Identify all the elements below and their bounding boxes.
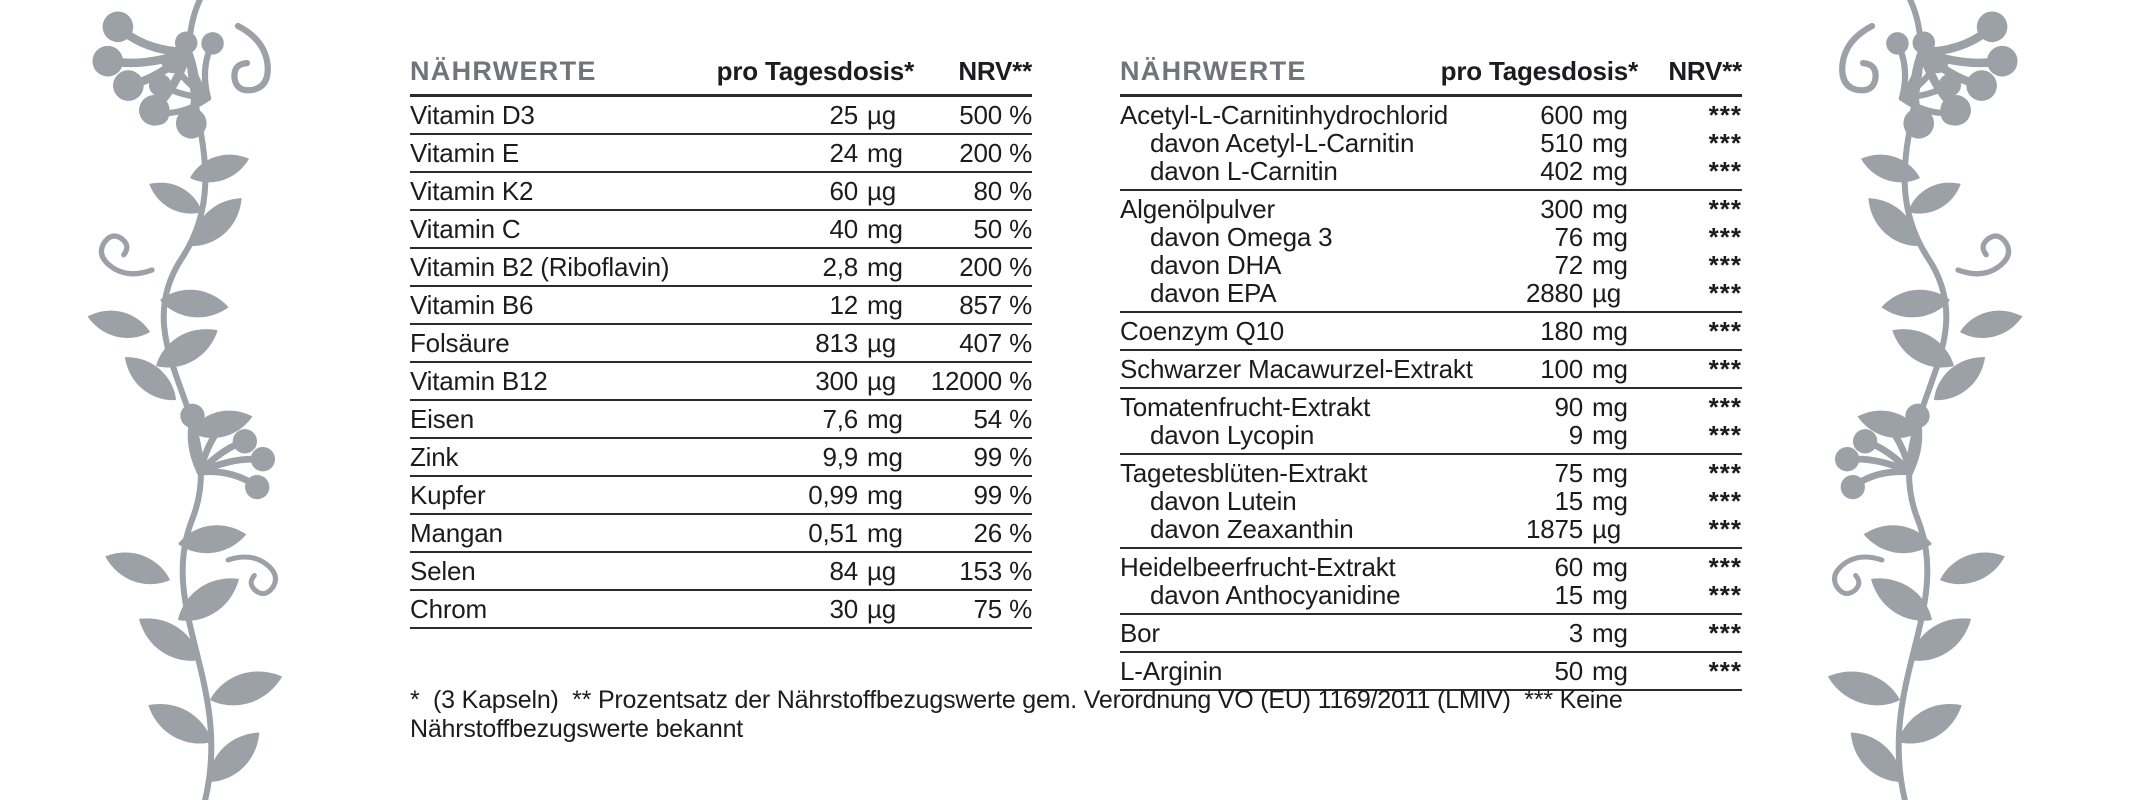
dose-unit: µg (867, 594, 897, 624)
dose-unit: mg (867, 442, 903, 472)
dose-unit: mg (1592, 458, 1628, 488)
dose-unit: mg (867, 518, 903, 548)
dose-unit: mg (1592, 354, 1628, 384)
dose-value: 72 (1554, 250, 1583, 280)
nrv-value: *** (1708, 278, 1742, 308)
dose-unit: µg (1592, 278, 1622, 308)
nutrient-row (410, 439, 1032, 477)
nutrient-name: davon L-Carnitin (1150, 156, 1338, 186)
nutrient-name: Tagetesblüten-Extrakt (1120, 458, 1368, 488)
nrv-value: 54 % (973, 404, 1032, 434)
dose-unit: µg (867, 100, 897, 130)
dose-value: 30 (829, 594, 858, 624)
nrv-value: *** (1708, 156, 1742, 186)
nrv-value: *** (1708, 392, 1742, 422)
nutrient-row (410, 515, 1032, 553)
nutrient-row (1120, 317, 1742, 345)
dose-value: 600 (1540, 100, 1583, 130)
dose-unit: mg (1592, 552, 1628, 582)
nutrient-name: Vitamin B12 (410, 366, 548, 396)
dose-unit: µg (867, 366, 897, 396)
nutrient-row (410, 135, 1032, 173)
dose-unit: mg (867, 480, 903, 510)
dose-value: 9,9 (822, 442, 858, 472)
dose-unit: µg (1592, 514, 1622, 544)
dose-value: 15 (1554, 486, 1583, 516)
nutrient-name: Vitamin K2 (410, 176, 534, 206)
nrv-value: *** (1708, 552, 1742, 582)
dose-value: 12 (829, 290, 858, 320)
nutrient-name: Vitamin B2 (Riboflavin) (410, 252, 670, 282)
nrv-value: *** (1708, 618, 1742, 648)
nutrient-row (1120, 279, 1742, 307)
dose-value: 9 (1568, 420, 1583, 450)
nutrient-row (410, 591, 1032, 629)
nutrient-name: L-Arginin (1120, 656, 1223, 686)
nutrient-row (410, 249, 1032, 287)
dose-value: 0,51 (808, 518, 858, 548)
nutrient-row (1120, 195, 1742, 223)
nutrient-name: Bor (1120, 618, 1160, 648)
nutrient-name: Vitamin D3 (410, 100, 535, 130)
nrv-value: 80 % (973, 176, 1032, 206)
nrv-value: *** (1708, 486, 1742, 516)
nutrient-name: davon Lutein (1150, 486, 1297, 516)
dose-unit: mg (1592, 486, 1628, 516)
dose-value: 40 (829, 214, 858, 244)
dose-value: 300 (815, 366, 858, 396)
nutrient-group (1120, 389, 1742, 455)
dose-unit: mg (1592, 222, 1628, 252)
dose-value: 24 (829, 138, 858, 168)
table-header-row (410, 52, 1032, 97)
dose-unit: mg (1592, 128, 1628, 158)
dose-value: 813 (815, 328, 858, 358)
header-nrv-label: NRV** (1668, 56, 1742, 86)
nutrient-name: Vitamin E (410, 138, 519, 168)
nutrient-row (1120, 581, 1742, 609)
nrv-value: *** (1708, 222, 1742, 252)
nutrient-name: Chrom (410, 594, 488, 624)
nutrient-group (1120, 351, 1742, 389)
nutrient-name: davon DHA (1150, 250, 1282, 280)
nutrient-name: Selen (410, 556, 476, 586)
header-nrv-label: NRV** (958, 56, 1032, 86)
nrv-value: *** (1708, 354, 1742, 384)
nutrient-name: Algenölpulver (1120, 194, 1275, 224)
nutrient-name: davon Omega 3 (1150, 222, 1333, 252)
nrv-value: 500 % (959, 100, 1032, 130)
nrv-value: *** (1708, 656, 1742, 686)
nutrition-table-extracts (1120, 52, 1742, 691)
dose-unit: mg (867, 252, 903, 282)
nutrient-row (1120, 657, 1742, 685)
dose-value: 180 (1540, 316, 1583, 346)
nutrient-group (1120, 455, 1742, 549)
nrv-value: 153 % (959, 556, 1032, 586)
dose-unit: mg (1592, 100, 1628, 130)
nutrient-name: Folsäure (410, 328, 510, 358)
nrv-value: *** (1708, 100, 1742, 130)
dose-unit: mg (1592, 618, 1628, 648)
table-body (1120, 97, 1742, 691)
nutrient-row (1120, 223, 1742, 251)
dose-value: 2880 (1525, 278, 1583, 308)
dose-value: 75 (1554, 458, 1583, 488)
nutrient-row (410, 211, 1032, 249)
dose-value: 25 (829, 100, 858, 130)
nrv-value: *** (1708, 128, 1742, 158)
nutrient-row (1120, 459, 1742, 487)
header-daily-dose-label: pro Tagesdosis* (716, 56, 914, 86)
nutrient-name: Vitamin B6 (410, 290, 534, 320)
dose-unit: mg (1592, 250, 1628, 280)
nrv-value: *** (1708, 316, 1742, 346)
nutrient-row (410, 363, 1032, 401)
nutrient-row (1120, 487, 1742, 515)
nutrient-name: davon Zeaxanthin (1150, 514, 1354, 544)
dose-unit: mg (867, 214, 903, 244)
nutrient-row (410, 477, 1032, 515)
nutrient-row (1120, 251, 1742, 279)
nutrient-name: davon Anthocyanidine (1150, 580, 1401, 610)
dose-value: 510 (1540, 128, 1583, 158)
nutrient-row (1120, 515, 1742, 543)
dose-unit: µg (867, 556, 897, 586)
nutrient-name: Acetyl-L-Carnitinhydrochlorid (1120, 100, 1448, 130)
nutrient-row (1120, 421, 1742, 449)
dose-unit: mg (867, 290, 903, 320)
nrv-value: 407 % (959, 328, 1032, 358)
nutrient-row (1120, 157, 1742, 185)
nrv-value: *** (1708, 250, 1742, 280)
dose-value: 2,8 (822, 252, 858, 282)
nutrient-name: Eisen (410, 404, 475, 434)
nutrient-group (1120, 549, 1742, 615)
nutrient-row (1120, 355, 1742, 383)
dose-unit: µg (867, 176, 897, 206)
nutrient-row (1120, 129, 1742, 157)
dose-value: 60 (1554, 552, 1583, 582)
nrv-value: *** (1708, 580, 1742, 610)
nrv-value: 99 % (973, 480, 1032, 510)
nutrient-name: Tomatenfrucht-Extrakt (1120, 392, 1371, 422)
nutrition-table-vitamins (410, 52, 1032, 629)
dose-unit: mg (867, 404, 903, 434)
dose-value: 90 (1554, 392, 1583, 422)
dose-value: 402 (1540, 156, 1583, 186)
nutrient-row (410, 97, 1032, 135)
dose-unit: mg (867, 138, 903, 168)
dose-value: 300 (1540, 194, 1583, 224)
nutrient-name: Mangan (410, 518, 503, 548)
nutrient-name: Vitamin C (410, 214, 521, 244)
nutrient-name: Kupfer (410, 480, 486, 510)
dose-value: 3 (1568, 618, 1583, 648)
nrv-value: 26 % (973, 518, 1032, 548)
nutrient-row (1120, 553, 1742, 581)
table-header-row (1120, 52, 1742, 97)
nrv-value: 857 % (959, 290, 1032, 320)
nutrient-row (1120, 101, 1742, 129)
nutrient-row (410, 553, 1032, 591)
dose-value: 60 (829, 176, 858, 206)
nrv-value: 75 % (973, 594, 1032, 624)
nutrient-group (1120, 191, 1742, 313)
dose-value: 76 (1554, 222, 1583, 252)
dose-unit: mg (1592, 316, 1628, 346)
nrv-value: *** (1708, 420, 1742, 450)
nrv-value: *** (1708, 514, 1742, 544)
nrv-value: 200 % (959, 252, 1032, 282)
header-nutrients-label: NÄHRWERTE (410, 56, 597, 86)
nutrient-row (1120, 393, 1742, 421)
nutrient-name: Heidelbeerfrucht-Extrakt (1120, 552, 1396, 582)
dose-value: 100 (1540, 354, 1583, 384)
nutrient-name: davon Acetyl-L-Carnitin (1150, 128, 1415, 158)
nutrient-name: davon Lycopin (1150, 420, 1315, 450)
floral-vine-left-decoration (60, 0, 310, 800)
dose-unit: mg (1592, 194, 1628, 224)
nutrient-group (1120, 313, 1742, 351)
nutrient-name: Zink (410, 442, 459, 472)
nrv-value: *** (1708, 194, 1742, 224)
header-daily-dose-label: pro Tagesdosis* (1440, 56, 1638, 86)
nutrient-group (1120, 615, 1742, 653)
dose-value: 1875 (1525, 514, 1583, 544)
floral-vine-right-decoration (1800, 0, 2050, 800)
dose-value: 15 (1554, 580, 1583, 610)
nrv-value: 50 % (973, 214, 1032, 244)
nrv-value: 12000 % (930, 366, 1032, 396)
nutrient-row (1120, 619, 1742, 647)
dose-value: 50 (1554, 656, 1583, 686)
footnotes-text: * (3 Kapseln) ** Prozentsatz der Nährstoffbezugswerte gem. Verordnung VO (EU) 1169/2011 (LMIV) *** Keine Nährstoffbezugswerte bekannt (410, 686, 1630, 743)
dose-value: 7,6 (822, 404, 858, 434)
nutrient-row (410, 401, 1032, 439)
nutrient-name: davon EPA (1150, 278, 1277, 308)
dose-unit: mg (1592, 580, 1628, 610)
nutrient-row (410, 173, 1032, 211)
dose-unit: mg (1592, 656, 1628, 686)
dose-value: 0,99 (808, 480, 858, 510)
nutrient-name: Schwarzer Macawurzel-Extrakt (1120, 354, 1473, 384)
dose-unit: µg (867, 328, 897, 358)
nutrient-group (1120, 97, 1742, 191)
table-body (410, 97, 1032, 629)
nutrient-row (410, 325, 1032, 363)
dose-unit: mg (1592, 156, 1628, 186)
nrv-value: 200 % (959, 138, 1032, 168)
nutrient-row (410, 287, 1032, 325)
nutrient-name: Coenzym Q10 (1120, 316, 1284, 346)
dose-unit: mg (1592, 420, 1628, 450)
dose-unit: mg (1592, 392, 1628, 422)
header-nutrients-label: NÄHRWERTE (1120, 56, 1307, 86)
dose-value: 84 (829, 556, 858, 586)
nrv-value: *** (1708, 458, 1742, 488)
nrv-value: 99 % (973, 442, 1032, 472)
